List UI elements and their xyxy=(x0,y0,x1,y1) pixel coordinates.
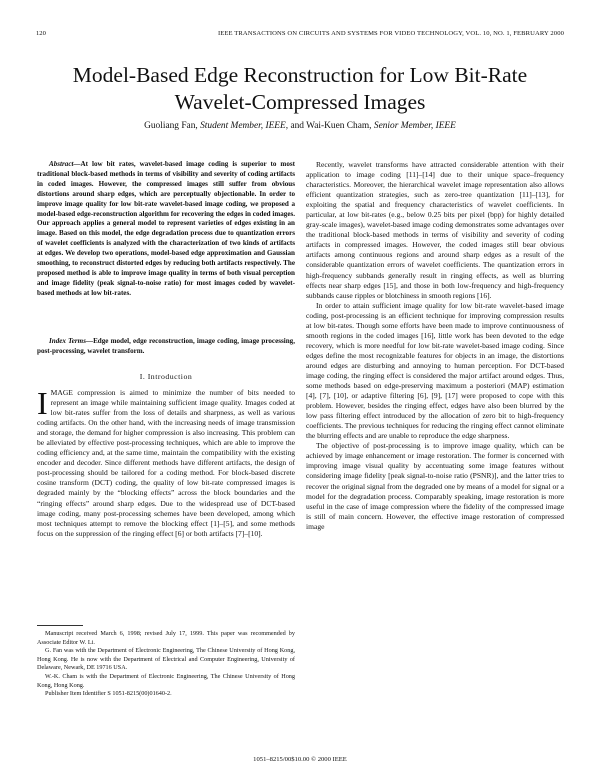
title-line-2: Wavelet-Compressed Images xyxy=(174,90,426,114)
footnote-author-1: G. Fan was with the Department of Electronic Engineering, The Chinese University of Hong Kong, Hong Kong. He is now with the Department of Electrical and Computer Engineering, University of Delaware, Newark, DE 19716 USA. xyxy=(37,647,295,672)
drop-cap: I xyxy=(37,385,48,421)
footnote-manuscript: Manuscript received March 6, 1998; revised July 17, 1999. This paper was recommended by Associate Editor W. Li. xyxy=(37,630,295,646)
abstract xyxy=(37,160,295,299)
running-header xyxy=(36,30,564,40)
footnote-author-2: W.-K. Cham is with the Department of Electronic Engineering, The Chinese University of Hong Kong, Hong Kong. xyxy=(37,672,295,689)
title-line-1: Model-Based Edge Reconstruction for Low Bit-Rate xyxy=(72,63,528,87)
footnote-identifier: Publisher Item Identifier S 1051-8215(00)01640-2. xyxy=(45,690,172,698)
right-paragraph-1: Recently, wavelet transforms have attracted considerable attention with their application to image coding [11]–[14] due to their unique space–frequency characteristics. Moreover, the hierarchical wavelet image representation also allows efficient quantization strategies, such as zero-tree quantization [11]–[13], for exploiting the spatial and frequency characteristics of wavelet coefficients. In particular, at low bit-rates (e.g., below 0.25 bits per pixel (bpp) for highly detailed gray-scale images), wavelet-based image coding demonstrates some advantages over the traditional block-based methods in terms of visibility and severity of coding artifacts in compressed images. However, the coded images still bear obvious artifacts among continuous regions and around sharp edges as a result of the considerable quantization errors of wavelet coefficients. The quantization errors in high-frequency subbands generally result in ringing effects, as well as blurring effects near sharp edges [15], and those in both low-frequency and high-frequency subbands cause ripples or blotchiness in smooth regions [16]. xyxy=(306,160,564,300)
author-1-role: Student Member, IEEE, xyxy=(200,121,289,131)
author-line xyxy=(36,121,564,131)
abstract-lead: Abstract— xyxy=(49,160,81,168)
author-1: Guoliang Fan, xyxy=(144,121,198,131)
right-paragraph-2: In order to attain sufficient image quality for low bit-rate wavelet-based image coding, post-processing is an efficient technique for improving compression results at low bit-rates. Though some efforts have been made to improve continuousness of smooth regions in the coded images [16], little work has been devoted to the edge recovery, which is more needful for low bit-rate wavelet-based image coding. Since edges define the most recognizable features for objects in an image, the distortions around edges are disturbing and annoying to human perception. For DCT-based image coding, the ringing effect is considered the major artifact around edges. Thus, some methods based on edge-preserving maximum a posteriori (MAP) estimation [4], [7], [10], or adaptive filtering [6], [9], [17] were proposed to cope with this problem. However, besides the ringing effect, edges have also been blurred by the low pass filtering effect introduced by the allocation of zero bit to high-frequency coefficients. The previous techniques for reducing the ringing effect cannot eliminate the blurring effects and are unable to reproduce the edge sharpness. xyxy=(306,300,564,441)
intro-text: MAGE compression is aimed to minimize the number of bits needed to represent an image while maintaining sufficient image quality. Images coded at low bit-rates suffer from the loss of details and sharpness, as well as various coding artifacts. On the other hand, with the increasing needs of image transmission and storage, the demand for higher compression is also increasing. This problem can be alleviated by effective post-processing techniques, which are able to improve the coding efficiency and, at the same time, maintain the compatibility with the existing encoder and decoder. Since different methods have different artifacts, the design of post-processing should be tailored for a coding method. For block-based discrete cosine transform (DCT) coding, the quality of low bit-rate compressed images is degraded mainly by the “blocking effects” across the block boundaries and the “ringing effects” around sharp edges. Due to the widespread use of DCT-based image coding, many post-processing schemes have been developed, among which most techniques attempt to remove the blocking effect [1]–[5], and some methods focus on the suppression of the ringing effect [6] or both artifacts [7]–[10]. xyxy=(37,388,295,538)
page-number: 120 xyxy=(36,30,46,37)
section-heading: I. Introduction xyxy=(139,372,193,381)
footnote-rule xyxy=(37,625,83,626)
footnote xyxy=(37,630,295,699)
right-paragraph-3: The objective of post-processing is to improve image quality, which can be achieved by image enhancement or image restoration. The former is concerned with improving image visual quality by accentuating some image features without considering image fidelity [peak signal-to-noise ratio (PSNR)], and the latter tries to recover the original signal from the degraded one by means of a model for signal or a model for the degradation process. Comparably speaking, image restoration is more useful in the case of image compression where the fidelity of the compressed image is still of main concern. However, the effective image restoration of compressed image xyxy=(306,441,564,531)
paper-title xyxy=(36,62,564,116)
index-terms-text: Edge model, edge reconstruction, image coding, image processing, post-processing, wavelet transform. xyxy=(37,337,295,355)
right-column xyxy=(306,160,564,532)
intro-paragraph xyxy=(37,385,295,539)
abstract-text: At low bit rates, wavelet-based image coding is superior to most traditional block-based methods in terms of visibility and severity of coding artifacts in coded images. However, the compressed images still suffer from obvious distortions around sharp edges, which are perceptually objectionable. In order to improve image quality for low bit-rate wavelet-based image coding, we proposed a model-based edge-reconstruction algorithm for recovering the edges in coded images. Our approach applies a general model to represent varieties of edges existing in an image. Based on this model, the edge degradation process due to quantization errors of wavelet coefficients is analyzed with the characterization of two kinds of artifacts at edges. We develop two operations, model-based edge approximation and Gaussian smoothing, to reconstruct distorted edges by reducing both artifacts respectively. The proposed method is able to improve image quality in terms of both visual perception and image fidelity (peak signal-to-noise ratio) for most images coded by wavelet-based methods at low bit-rates. xyxy=(37,160,295,297)
author-2-role: Senior Member, IEEE xyxy=(373,121,456,131)
journal-header: IEEE TRANSACTIONS ON CIRCUITS AND SYSTEMS FOR VIDEO TECHNOLOGY, VOL. 10, NO. 1, FEBRUARY 2000 xyxy=(217,30,564,37)
copyright-footer: 1051–8215/00$10.00 © 2000 IEEE xyxy=(253,756,347,763)
author-2: and Wai-Kuen Cham, xyxy=(290,121,372,131)
index-terms xyxy=(37,337,295,357)
index-terms-lead: Index Terms— xyxy=(49,337,94,345)
